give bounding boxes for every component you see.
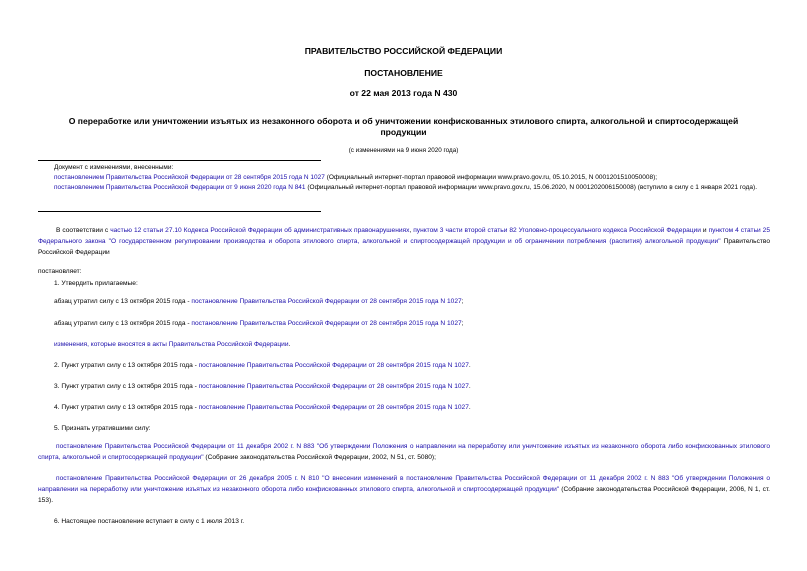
decree-word: постановляет: — [38, 268, 82, 275]
item-2 — [54, 360, 770, 371]
document-title-line2: продукции — [380, 127, 427, 137]
amendment-link-2[interactable]: постановлением Правительства Российской Федерации от 9 июня 2020 года N 841 — [54, 184, 306, 192]
item-4-link[interactable]: постановление Правительства Российской Федерации от 28 сентября 2015 года N 1027 — [198, 404, 469, 411]
divider-bottom — [38, 211, 321, 212]
repealed-end-2: ; — [461, 320, 464, 327]
preamble-link-1[interactable]: частью 12 статьи 27.10 Кодекса Российской Федерации об административных правонарушениях — [110, 227, 410, 234]
invalidated-act-1 — [38, 441, 770, 463]
changes-paragraph — [54, 339, 770, 350]
item-4-prefix: 4. Пункт утратил силу с 13 октября 2015 года - — [54, 404, 199, 411]
repealed-paragraph-2 — [54, 318, 770, 329]
invalidated-link-1[interactable]: постановление Правительства Российской Федерации от 11 декабря 2002 г. N 883 "Об утверждении Положения о направлении на переработку или уничтожение изъятых из незаконного оборота либо конфискованных этилового спирта, алкогольной и спиртосодержащей продукции" — [38, 443, 770, 461]
repealed-link-1[interactable]: постановление Правительства Российской Федерации от 28 сентября 2015 года N 1027 — [191, 298, 462, 305]
preamble-text-3: и — [700, 227, 709, 234]
preamble-link-3[interactable]: пунктом 4 статьи 25 Федерального закона "О государственном регулировании производства и оборота этилового спирта, алкогольной и спиртосодержащей продукции и об ограничении потребления (распития) алкогольной продукции" — [38, 227, 770, 245]
repealed-end-1: ; — [461, 298, 464, 305]
amendments-block — [38, 163, 778, 194]
document-type: ПОСТАНОВЛЕНИЕ — [364, 68, 443, 78]
changes-end: . — [288, 341, 291, 348]
invalidated-text-2: (Собрание законодательства Российской Федерации, 2006, N 1, ст. 153). — [38, 486, 770, 504]
repealed-prefix-2: абзац утратил силу с 13 октября 2015 года - — [54, 320, 192, 327]
preamble-text-1: В соответствии с — [56, 227, 111, 234]
item-3-end: . — [468, 383, 471, 390]
repealed-prefix-1: абзац утратил силу с 13 октября 2015 года - — [54, 298, 192, 305]
changes-link[interactable]: изменения, которые вносятся в акты Правительства Российской Федерации — [54, 341, 289, 348]
item-4-end: . — [468, 404, 471, 411]
item-2-end: . — [468, 362, 471, 369]
amendments-intro: Документ с изменениями, внесенными: — [54, 164, 174, 171]
item-3-link[interactable]: постановление Правительства Российской Федерации от 28 сентября 2015 года N 1027 — [198, 383, 469, 390]
preamble-link-2[interactable]: пунктом 3 части второй статьи 82 Уголовно-процессуального кодекса Российской Федерации — [413, 227, 701, 234]
item-4 — [54, 402, 770, 413]
preamble-text-4: Правительство Российской Федерации — [38, 238, 770, 256]
repealed-paragraph-1 — [54, 296, 770, 307]
amendment-text-1: (Официальный интернет-портал правовой информации www.pravo.gov.ru, 05.10.2015, N 0001201510050008); — [324, 174, 658, 182]
preamble-paragraph — [38, 225, 770, 258]
item-2-link[interactable]: постановление Правительства Российской Федерации от 28 сентября 2015 года N 1027 — [198, 362, 469, 369]
government-heading: ПРАВИТЕЛЬСТВО РОССИЙСКОЙ ФЕДЕРАЦИИ — [304, 46, 503, 56]
item-2-prefix: 2. Пункт утратил силу с 13 октября 2015 года - — [54, 362, 199, 369]
amendment-text-2: (Официальный интернет-портал правовой информации www.pravo.gov.ru, 15.06.2020, N 0001202006150008) (вступило в силу с 1 января 2021 года). — [305, 184, 758, 192]
amendment-item-2 — [38, 183, 778, 193]
divider-top — [38, 160, 321, 161]
item-1: 1. Утвердить прилагаемые: — [54, 280, 138, 287]
item-3-prefix: 3. Пункт утратил силу с 13 октября 2015 года - — [54, 383, 199, 390]
changes-note: (с изменениями на 9 июня 2020 года) — [348, 147, 459, 154]
item-6: 6. Настоящее постановление вступает в силу с 1 июля 2013 г. — [54, 518, 245, 525]
amendment-link-1[interactable]: постановлением Правительства Российской Федерации от 28 сентября 2015 года N 1027 — [54, 174, 325, 182]
document-title-line1: О переработке или уничтожении изъятых из незаконного оборота и об уничтожении конфискованных этилового спирта, алкогольной и спиртосодержащей — [68, 116, 739, 126]
invalidated-act-2 — [38, 473, 770, 506]
repealed-link-2[interactable]: постановление Правительства Российской Федерации от 28 сентября 2015 года N 1027 — [191, 320, 462, 327]
amendment-item-1 — [38, 173, 778, 183]
preamble-text-2: , — [409, 227, 414, 234]
document-date: от 22 мая 2013 года N 430 — [349, 88, 458, 98]
item-3 — [54, 381, 770, 392]
invalidated-link-2[interactable]: постановление Правительства Российской Федерации от 26 декабря 2005 г. N 810 "О внесении изменений в постановление Правительства Российской Федерации от 11 декабря 2002 г. N 883 "Об утверждении Положения о направлении на переработку или уничтожение изъятых из незаконного оборота либо конфискованных этилового спирта, алкогольной и спиртосодержащей продукции" — [38, 475, 770, 493]
invalidated-text-1: (Собрание законодательства Российской Федерации, 2002, N 51, ст. 5080); — [203, 454, 436, 461]
item-5: 5. Признать утратившими силу: — [54, 425, 151, 432]
